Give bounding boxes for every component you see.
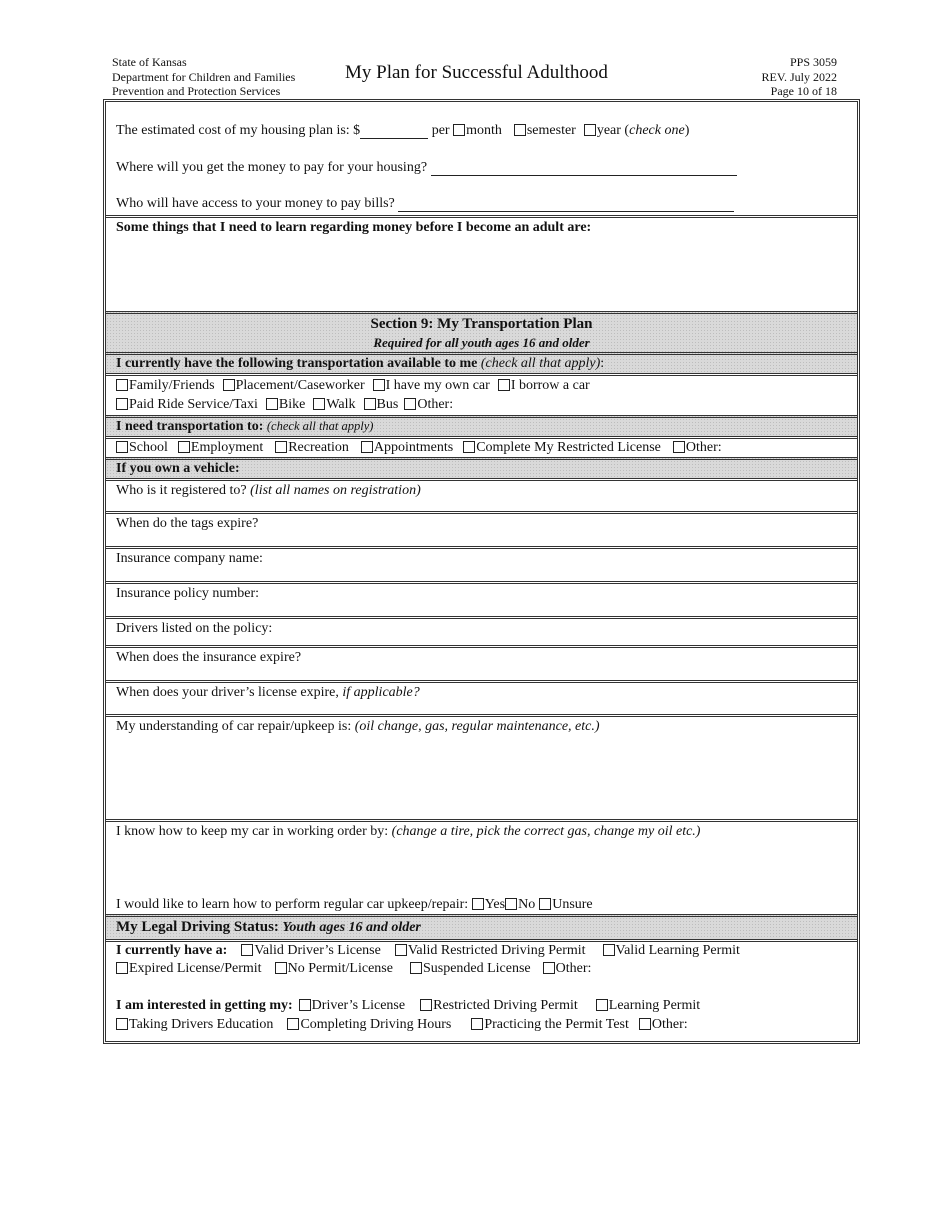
drivers-ed-checkbox[interactable]	[116, 1018, 128, 1030]
money-learn-label: Some things that I need to learn regarding money before I become an adult are:	[116, 220, 592, 235]
driving-hours-checkbox[interactable]	[287, 1018, 299, 1030]
placement-caseworker-checkbox[interactable]	[223, 379, 235, 391]
housing-money-line: Where will you get the money to pay for your housing?	[116, 160, 737, 176]
walk-checkbox[interactable]	[313, 398, 325, 410]
need-other-checkbox[interactable]	[673, 441, 685, 453]
agency-state: State of Kansas	[112, 55, 187, 69]
tags-expire-field[interactable]: When do the tags expire?	[106, 511, 857, 546]
car-working-order-block	[106, 819, 857, 914]
borrow-car-checkbox[interactable]	[498, 379, 510, 391]
current-other-checkbox[interactable]	[543, 962, 555, 974]
need-transport-header: I need transportation to: (check all that apply)	[106, 415, 857, 436]
restricted-license-checkbox[interactable]	[463, 441, 475, 453]
housing-money-field[interactable]	[431, 162, 737, 176]
registered-to-field[interactable]: Who is it registered to? (list all names on registration)	[106, 478, 857, 511]
own-car-checkbox[interactable]	[373, 379, 385, 391]
legal-status-options: I currently have a: Valid Driver’s License Valid Restricted Driving Permit Valid Learning Permit Expired License/Permit No Permit/License Suspended License Other: I am interested in getting my: Driver’s License Restricted Driving Permit Learning Permit Taking Drivers Education Completing Driving Hours Practicing the Permit Test Other:	[106, 939, 857, 1044]
document-title: My Plan for Successful Adulthood	[345, 62, 608, 83]
vehicle-header: If you own a vehicle:	[106, 457, 857, 478]
policy-number-field[interactable]: Insurance policy number:	[106, 581, 857, 616]
employment-checkbox[interactable]	[178, 441, 190, 453]
insurance-company-field[interactable]: Insurance company name:	[106, 546, 857, 581]
legal-status-header: My Legal Driving Status: Youth ages 16 and older	[106, 914, 857, 939]
bill-access-field[interactable]	[398, 198, 734, 212]
available-transport-options: Family/Friends Placement/Caseworker I have my own car I borrow a car Paid Ride Service/Taxi Bike Walk Bus Other:	[106, 373, 857, 415]
bus-checkbox[interactable]	[364, 398, 376, 410]
bike-checkbox[interactable]	[266, 398, 278, 410]
upkeep-yes-checkbox[interactable]	[472, 898, 484, 910]
year-checkbox[interactable]	[584, 124, 596, 136]
car-working-order-label: I know how to keep my car in working order by: (change a tire, pick the correct gas, change my oil etc.)	[116, 824, 701, 839]
agency-department: Department for Children and Families	[112, 69, 296, 84]
bill-access-line: Who will have access to your money to pay bills?	[116, 196, 734, 212]
license-expire-field[interactable]: When does your driver’s license expire, if applicable?	[106, 680, 857, 714]
available-other-checkbox[interactable]	[404, 398, 416, 410]
semester-checkbox[interactable]	[514, 124, 526, 136]
school-checkbox[interactable]	[116, 441, 128, 453]
section9-heading	[106, 311, 857, 352]
section9-subtitle: Required for all youth ages 16 and older	[373, 335, 590, 350]
need-transport-options: School Employment Recreation Appointments Complete My Restricted License Other:	[106, 436, 857, 457]
recreation-checkbox[interactable]	[275, 441, 287, 453]
housing-cost-block	[106, 102, 857, 215]
want-learning-permit-checkbox[interactable]	[596, 999, 608, 1011]
drivers-listed-field[interactable]: Drivers listed on the policy:	[106, 616, 857, 645]
form-frame	[103, 99, 860, 1044]
valid-learning-permit-checkbox[interactable]	[603, 944, 615, 956]
suspended-license-checkbox[interactable]	[410, 962, 422, 974]
want-restricted-permit-checkbox[interactable]	[420, 999, 432, 1011]
appointments-checkbox[interactable]	[361, 441, 373, 453]
upkeep-no-checkbox[interactable]	[505, 898, 517, 910]
family-friends-checkbox[interactable]	[116, 379, 128, 391]
section9-title: Section 9: My Transportation Plan	[370, 316, 593, 332]
no-permit-checkbox[interactable]	[275, 962, 287, 974]
want-license-checkbox[interactable]	[299, 999, 311, 1011]
agency-header	[112, 55, 295, 99]
available-transport-header: I currently have the following transportation available to me (check all that apply):	[106, 352, 857, 373]
permit-test-checkbox[interactable]	[471, 1018, 483, 1030]
car-repair-understanding-field[interactable]: My understanding of car repair/upkeep is: (oil change, gas, regular maintenance, etc.)	[106, 714, 857, 819]
form-info-header	[762, 55, 837, 99]
valid-restricted-permit-checkbox[interactable]	[395, 944, 407, 956]
month-checkbox[interactable]	[453, 124, 465, 136]
agency-division: Prevention and Protection Services	[112, 84, 281, 98]
learn-upkeep-line: I would like to learn how to perform regular car upkeep/repair: Yes No Unsure	[116, 897, 593, 912]
valid-license-checkbox[interactable]	[241, 944, 253, 956]
insurance-expire-field[interactable]: When does the insurance expire?	[106, 645, 857, 680]
page-number: Page 10 of 18	[770, 84, 837, 98]
housing-cost-line: The estimated cost of my housing plan is: $ per month semester year (check one)	[116, 123, 690, 138]
form-number: PPS 3059	[789, 55, 837, 69]
paid-ride-checkbox[interactable]	[116, 398, 128, 410]
interested-other-checkbox[interactable]	[639, 1018, 651, 1030]
money-learn-block[interactable]	[106, 215, 857, 311]
form-revision: REV. July 2022	[761, 69, 837, 84]
expired-license-checkbox[interactable]	[116, 962, 128, 974]
housing-cost-field[interactable]	[360, 125, 428, 139]
upkeep-unsure-checkbox[interactable]	[539, 898, 551, 910]
